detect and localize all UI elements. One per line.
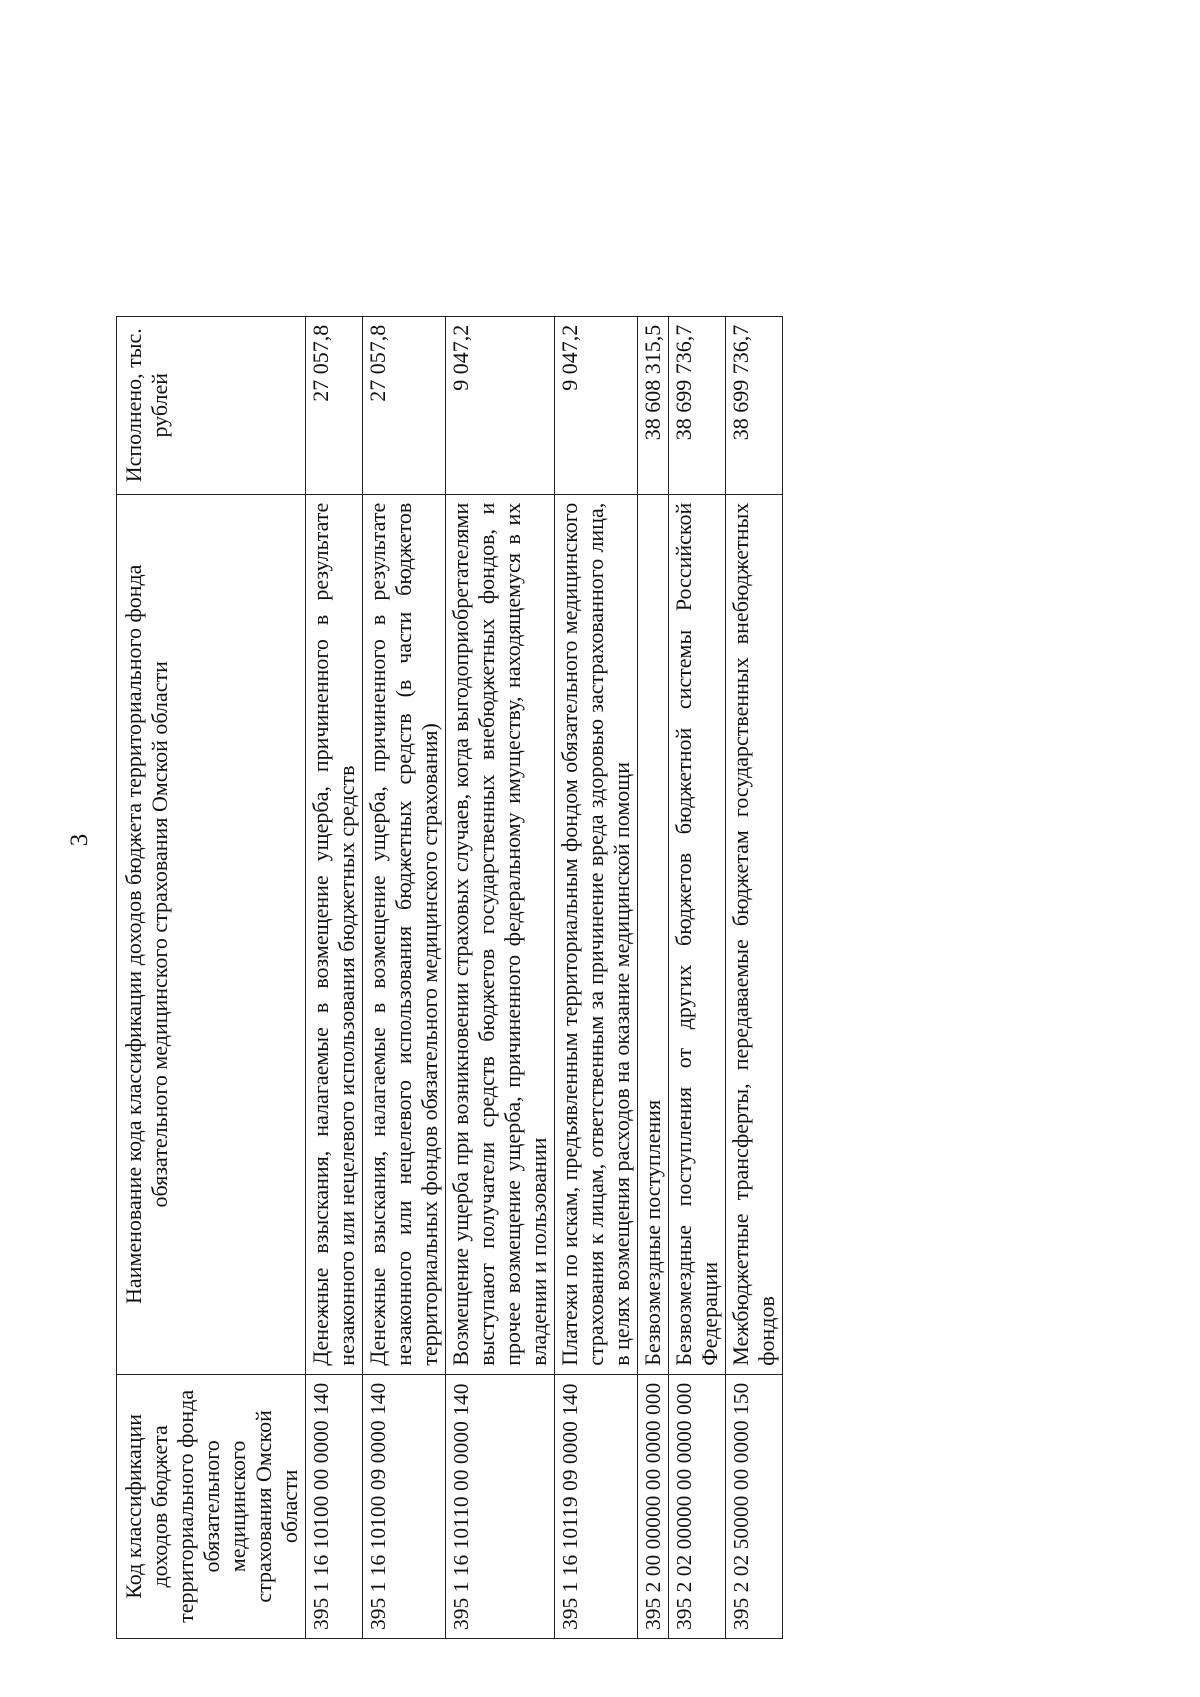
row-name: Денежные взыскания, налагаемые в возмещение ущерба, причиненного в результате незаконного или нецелевого использования бюджетных средств: [306, 494, 363, 1374]
row-code: 395 2 02 00000 00 0000 000: [669, 1374, 726, 1638]
row-name: Возмещение ущерба при возникновении страховых случаев, когда выгодоприобретателями выступают получатели средств бюджетов государственных внебюджетных фондов, и прочее возмещение ущерба, причиненного федеральному имуществу, находящемуся в их владении и пользовании: [446, 494, 555, 1374]
row-code: 395 2 00 00000 00 0000 000: [638, 1374, 669, 1638]
revenue-table: [116, 316, 783, 1639]
row-name: Денежные взыскания, налагаемые в возмещение ущерба, причиненного в результате незаконного или нецелевого использования бюджетных средств (в части бюджетов территориальных фондов обязательного медицинского страхования): [363, 494, 446, 1374]
header-name: Наименование кода классификации доходов бюджета территориального фонда обязательного медицинского страхования Омской области: [117, 494, 306, 1374]
row-amount: 27 057,8: [306, 316, 363, 494]
header-amount: Исполнено, тыс. рублей: [117, 316, 306, 494]
table-row: [555, 316, 638, 1638]
row-amount: 9 047,2: [446, 316, 555, 494]
row-name: Безвозмездные поступления: [638, 494, 669, 1374]
table-row: [363, 316, 446, 1638]
row-amount: 38 608 315,5: [638, 316, 669, 494]
row-amount: 27 057,8: [363, 316, 446, 494]
row-amount: 38 699 736,7: [726, 316, 783, 494]
table-row: [726, 316, 783, 1638]
page-number: 3: [66, 833, 93, 847]
row-amount: 38 699 736,7: [669, 316, 726, 494]
row-code: 395 2 02 50000 00 0000 150: [726, 1374, 783, 1638]
row-name: Безвозмездные поступления от других бюджетов бюджетной системы Российской Федерации: [669, 494, 726, 1374]
row-code: 395 1 16 10110 00 0000 140: [446, 1374, 555, 1638]
row-name: Платежи по искам, предъявленным территориальным фондом обязательного медицинского страхования к лицам, ответственным за причинение вреда здоровью застрахованного лица, в целях возмещения расходов на оказание медицинской помощи: [555, 494, 638, 1374]
table-row: [669, 316, 726, 1638]
table-row: [638, 316, 669, 1638]
table-row: [306, 316, 363, 1638]
table-header-row: [117, 316, 306, 1638]
row-code: 395 1 16 10100 00 0000 140: [306, 1374, 363, 1638]
row-amount: 9 047,2: [555, 316, 638, 494]
row-code: 395 1 16 10119 09 0000 140: [555, 1374, 638, 1638]
table-row: [446, 316, 555, 1638]
row-code: 395 1 16 10100 09 0000 140: [363, 1374, 446, 1638]
rotated-content: [60, 15, 1105, 1675]
row-name: Межбюджетные трансферты, передаваемые бюджетам государственных внебюджетных фондов: [726, 494, 783, 1374]
header-code: Код классификации доходов бюджета территориального фонда обязательного медицинского страхования Омской области: [117, 1374, 306, 1638]
